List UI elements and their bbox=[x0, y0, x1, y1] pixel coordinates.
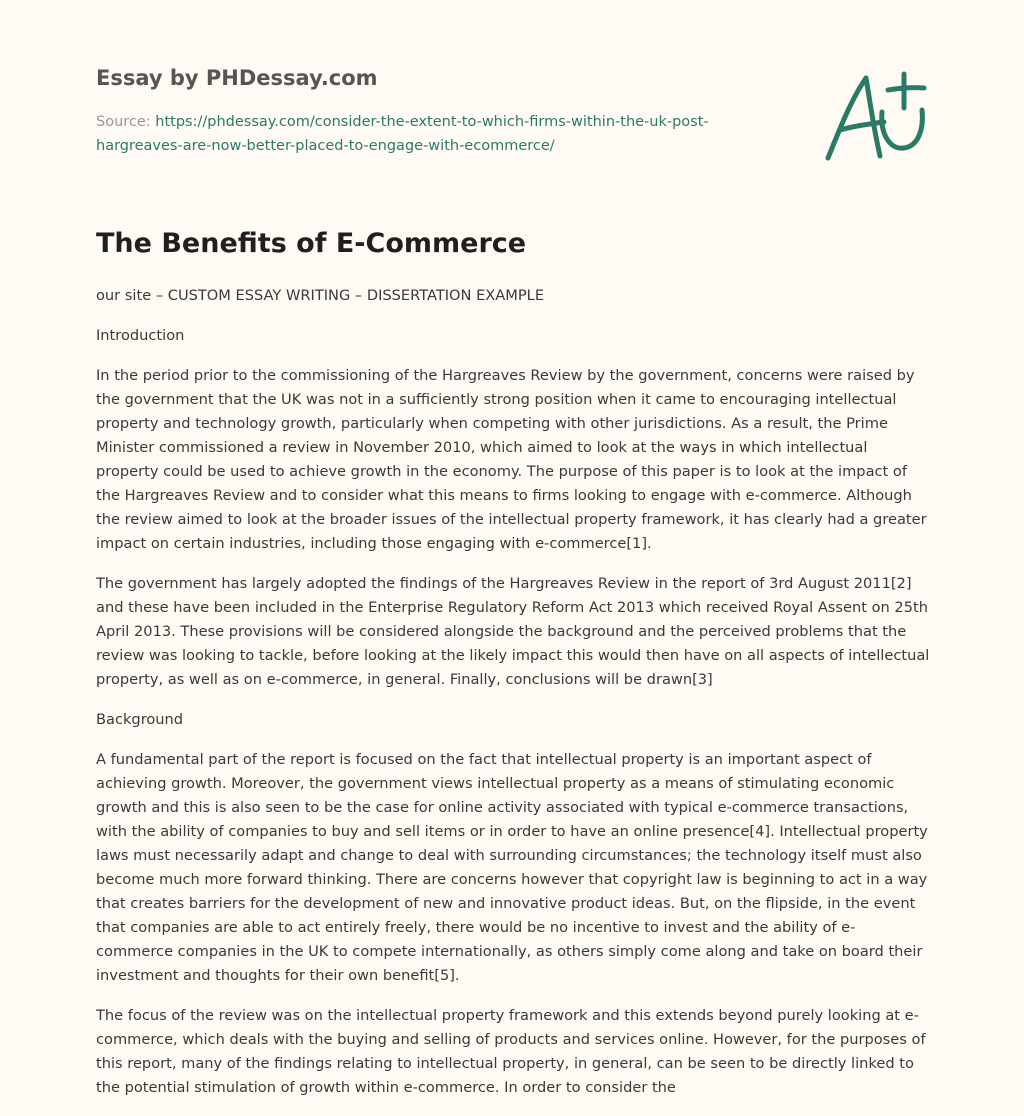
article-paragraph: In the period prior to the commissioning of the Hargreaves Review by the government, concerns were raised by the government that the UK was not in a sufficiently strong position when it came to encouraging intellectual property and technology growth, particularly when competing with other jurisdictions. As a result, the Prime Minister commissioned a review in November 2010, which aimed to look at the ways in which intellectual property could be used to achieve growth in the economy. The purpose of this paper is to look at the impact of the Hargreaves Review and to consider what this means to firms looking to engage with e-commerce. Although the review aimed to look at the broader issues of the intellectual property framework, it has clearly had a greater impact on certain industries, including those engaging with e-commerce[1]. bbox=[96, 367, 927, 552]
article-paragraph: Background bbox=[96, 711, 184, 728]
source-link[interactable]: https://phdessay.com/consider-the-extent-to-which-firms-within-the-uk-post-hargreaves-are-now-better-placed-to-engage-with-ecommerce/ bbox=[96, 114, 709, 154]
header bbox=[96, 62, 776, 158]
article-paragraph: Introduction bbox=[96, 327, 185, 344]
site-title: Essay by PHDessay.com bbox=[96, 66, 378, 90]
logo bbox=[818, 68, 930, 166]
article-paragraph: our site – CUSTOM ESSAY WRITING – DISSERTATION EXAMPLE bbox=[96, 287, 545, 304]
article-paragraph: The focus of the review was on the intellectual property framework and this extends beyond purely looking at e-commerce, which deals with the buying and selling of products and services online. However, for the purposes of this report, many of the findings relating to intellectual property, in general, can be seen to be directly linked to the potential stimulation of growth within e-commerce. In order to consider the bbox=[96, 1007, 926, 1096]
a-plus-grade-icon bbox=[818, 68, 930, 166]
source-line bbox=[96, 110, 776, 158]
article-paragraph: The government has largely adopted the findings of the Hargreaves Review in the report of 3rd August 2011[2] and these have been included in the Enterprise Regulatory Reform Act 2013 which received Royal Assent on 25th April 2013. These provisions will be considered alongside the background and the perceived problems that the review was looking to tackle, before looking at the likely impact this would then have on all aspects of intellectual property, as well as on e-commerce, in general. Finally, conclusions will be drawn[3] bbox=[96, 575, 930, 688]
article-paragraph: A fundamental part of the report is focused on the fact that intellectual property is an important aspect of achieving growth. Moreover, the government views intellectual property as a means of stimulating economic growth and this is also seen to be the case for online activity associated with typical e-commerce transactions, with the ability of companies to buy and sell items or in order to have an online presence[4]. Intellectual property laws must necessarily adapt and change to deal with surrounding circumstances; the technology itself must also become much more forward thinking. There are concerns however that copyright law is beginning to act in a way that creates barriers for the development of new and innovative product ideas. But, on the flipside, in the event that companies are able to act entirely freely, there would be no incentive to invest and the ability of e-commerce companies in the UK to compete internationally, as others simply come along and take on board their investment and thoughts for their own benefit[5]. bbox=[96, 751, 928, 984]
source-label: Source: bbox=[96, 114, 151, 130]
article bbox=[96, 222, 932, 1116]
article-title: The Benefits of E-Commerce bbox=[96, 228, 527, 259]
